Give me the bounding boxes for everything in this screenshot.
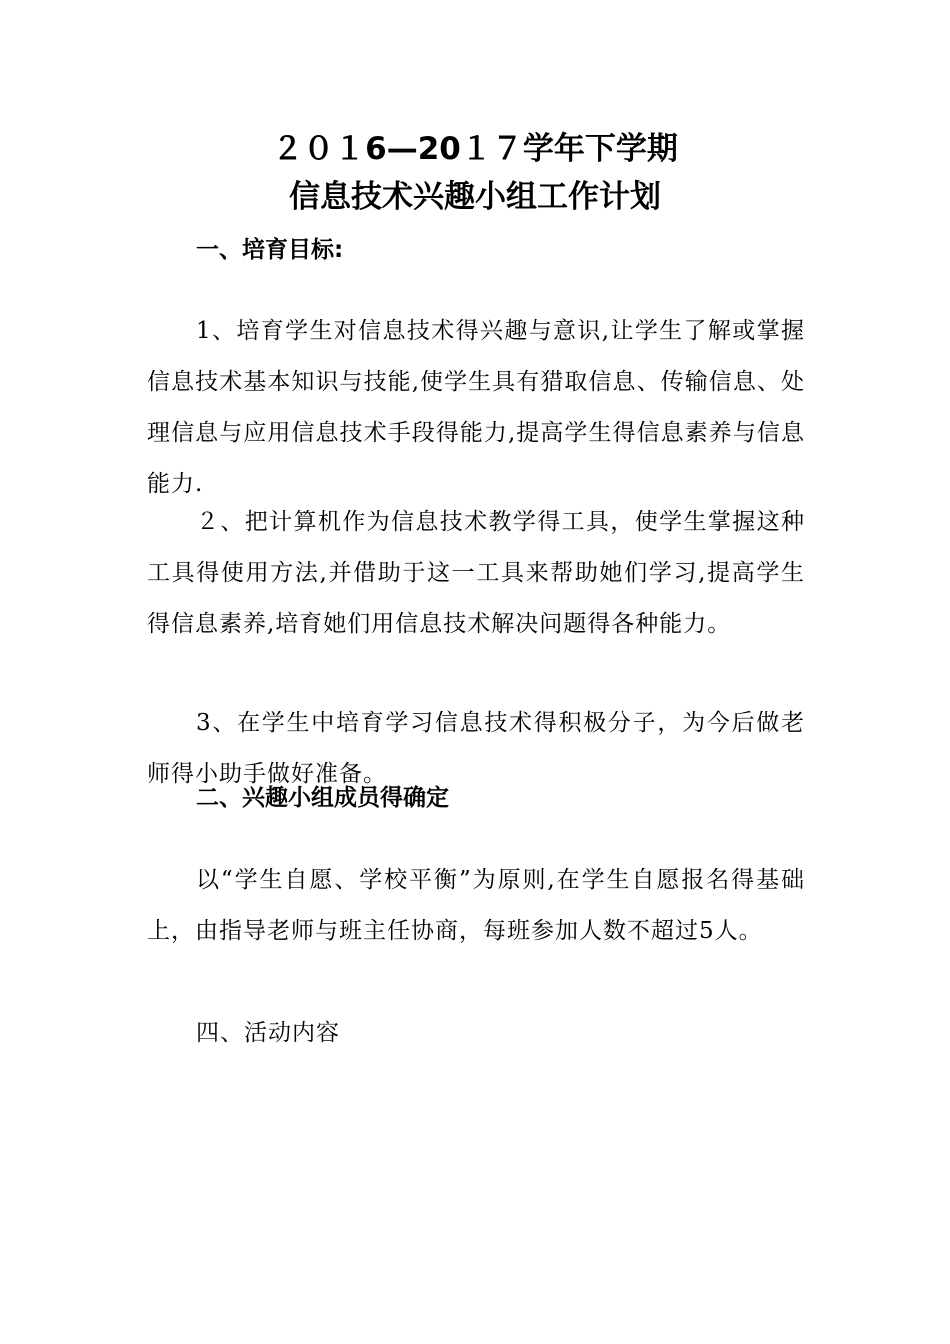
section-2-paragraph: 以“学生自愿、学校平衡”为原则,在学生自愿报名得基础上，由指导老师与班主任协商，每班参加人数不超过5人。	[147, 867, 805, 944]
document-title-line-2: 信息技术兴趣小组工作计划	[289, 179, 661, 215]
goal-item-1: 1、培育学生对信息技术得兴趣与意识,让学生了解或掌握信息技术基本知识与技能,使学生具有猎取信息、传输信息、处理信息与应用信息技术手段得能力,提高学生得信息素养与信息能力.	[147, 318, 805, 497]
section-2-heading: 二、兴趣小组成员得确定	[196, 785, 449, 811]
document-title-line-1: ２０１6—20１７学年下学期	[272, 131, 678, 167]
section-4-heading: 四、活动内容	[196, 1020, 340, 1046]
goal-item-2: ２、把计算机作为信息技术教学得工具，使学生掌握这种工具得使用方法,并借助于这一工具来帮助她们学习,提高学生得信息素养,培育她们用信息技术解决问题得各种能力。	[147, 509, 805, 637]
goal-item-3: 3、在学生中培育学习信息技术得积极分子，为今后做老师得小助手做好准备。	[147, 710, 805, 787]
section-1-heading: 一、培育目标:	[196, 237, 344, 263]
